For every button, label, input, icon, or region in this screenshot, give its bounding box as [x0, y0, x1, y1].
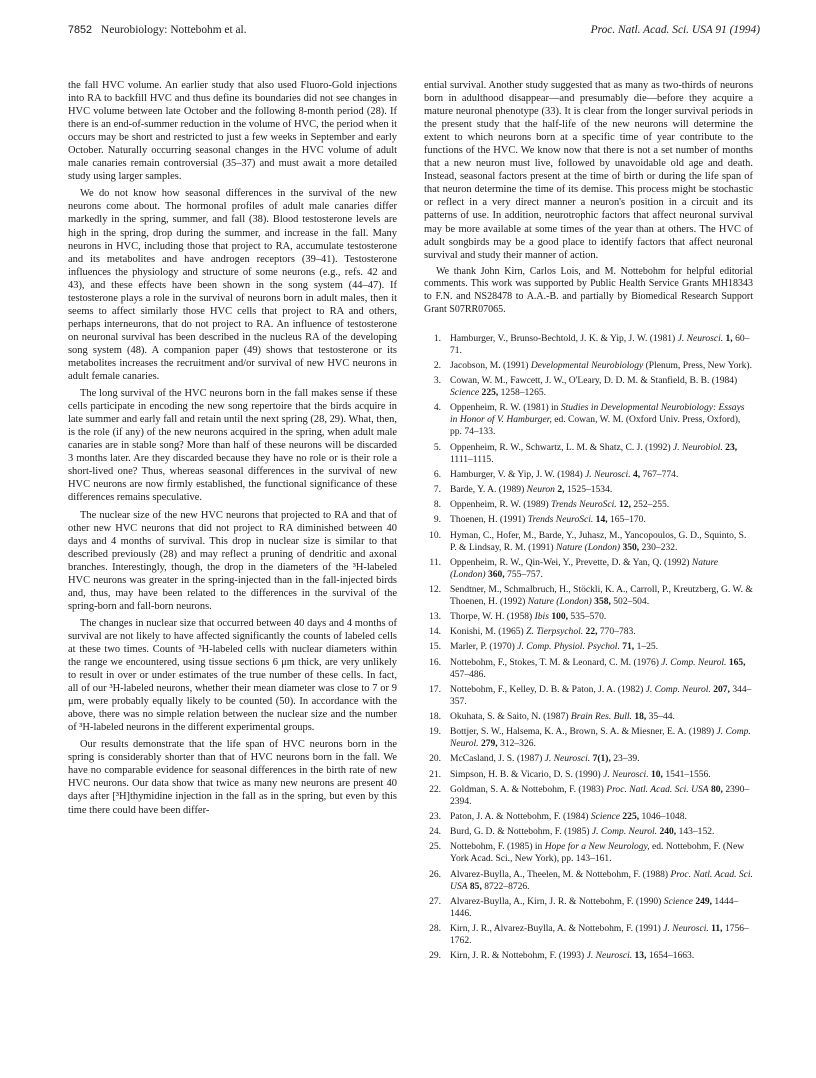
- reference-journal: Brain Res. Bull.: [570, 711, 632, 723]
- reference-number: 18.: [429, 711, 441, 723]
- reference-item: [424, 711, 753, 723]
- reference-item: [424, 626, 753, 638]
- reference-pages: 502–504.: [613, 595, 650, 607]
- reference-journal: J. Comp. Physiol. Psychol.: [517, 641, 620, 653]
- reference-journal: Science: [590, 810, 621, 822]
- reference-journal: Proc. Natl. Acad. Sci. USA: [450, 868, 753, 892]
- reference-pages: 8722–8726.: [484, 880, 530, 892]
- reference-volume: 11,: [711, 922, 723, 934]
- body-paragraph: We do not know how seasonal differences in the survival of the new neurons come about. The hormonal profiles of adult male canaries differ markedly in the spring, summer, and fall (38). Blood testosterone levels are high in the spring, drop during the summer, and increase in the fall. Many neurons in HVC, including those that project to RA, accumulate testosterone and its metabolites and have androgen receptors (39–41). Testosterone influences the physiology and structure of some neurons (e.g., refs. 42 and 43), and these effects have been shown in the song system (44–47). If testosterone plays a role in the survival of neurons born in adult males, then it seems to affect similarly those HVC cells that project to RA and others, perhaps interneurons, that do not project to RA. An influence of testosterone on neuronal survival has been described in the nucleus RA of the developing song system (48). A companion paper (49) shows that testosterone or its metabolites increases the recruitment and/or survival of new HVC neurons in adult female canaries.: [68, 188, 397, 383]
- reference-journal: Trends NeuroSci.: [527, 514, 594, 526]
- reference-journal: Z. Tierpsychol.: [526, 626, 584, 638]
- reference-authors: Nottebohm, F., Stokes, T. M. & Leonard, C. M. (1976): [450, 656, 659, 668]
- reference-pages: 535–570.: [570, 611, 607, 623]
- reference-pages: 755–757.: [507, 568, 543, 580]
- reference-volume: 2,: [557, 483, 565, 495]
- reference-number: 21.: [429, 768, 441, 780]
- reference-journal: J. Comp. Neurol.: [645, 683, 711, 695]
- reference-pages: 457–486.: [450, 668, 486, 680]
- reference-number: 2.: [433, 360, 441, 372]
- reference-number: 5.: [433, 441, 441, 453]
- reference-volume: 10,: [650, 768, 663, 780]
- running-header: [68, 24, 760, 42]
- reference-item: [424, 826, 753, 838]
- reference-journal: J. Neurosci.: [663, 922, 709, 934]
- reference-journal: Proc. Natl. Acad. Sci. USA: [606, 783, 709, 795]
- reference-journal: J. Neurosci.: [586, 950, 633, 962]
- reference-pages: 1756–1762.: [450, 922, 749, 946]
- header-left: [68, 24, 247, 36]
- reference-authors: Burd, G. D. & Nottebohm, F. (1985): [450, 826, 590, 838]
- reference-number: 14.: [429, 626, 441, 638]
- reference-item: [424, 923, 753, 947]
- reference-volume: 12,: [619, 499, 631, 511]
- reference-authors: Oppenheim, R. W. (1989): [450, 499, 549, 511]
- reference-authors: Paton, J. A. & Nottebohm, F. (1984): [450, 810, 589, 822]
- reference-volume: 249,: [695, 895, 713, 907]
- reference-journal: J. Neurosci.: [677, 332, 724, 344]
- reference-volume: 85,: [469, 880, 482, 892]
- reference-number: 3.: [433, 375, 441, 387]
- reference-authors: Jacobson, M. (1991): [450, 360, 529, 372]
- reference-item: [424, 657, 753, 681]
- reference-journal: Hope for a New Neurology,: [544, 841, 650, 853]
- reference-pages: 1–25.: [636, 641, 659, 653]
- reference-item: [424, 530, 753, 554]
- reference-pages: 767–774.: [642, 468, 679, 480]
- reference-volume: 13,: [634, 950, 647, 962]
- reference-volume: 225,: [481, 387, 499, 399]
- reference-journal: J. Neurosci.: [585, 468, 631, 480]
- reference-journal: J. Comp. Neurol.: [661, 656, 727, 668]
- reference-journal: Nature (London): [450, 556, 719, 580]
- reference-pages: 1541–1556.: [665, 768, 711, 780]
- page-number: 7852: [68, 24, 93, 36]
- reference-journal: Science: [450, 387, 480, 399]
- reference-number: 6.: [433, 468, 441, 480]
- reference-volume: 1,: [725, 332, 733, 344]
- reference-pages: ed. Nottebohm, F. (New York Acad. Sci., New York), pp. 143–161.: [450, 841, 745, 865]
- reference-journal: Science: [663, 895, 693, 907]
- right-column: [424, 79, 753, 965]
- reference-pages: 230–232.: [641, 541, 678, 553]
- reference-item: [424, 514, 753, 526]
- header-journal: Proc. Natl. Acad. Sci. USA 91 (1994): [590, 24, 760, 36]
- reference-volume: 7(1),: [592, 753, 611, 765]
- reference-journal: J. Comp. Neurol.: [591, 826, 658, 838]
- reference-pages: 1525–1534.: [566, 483, 613, 495]
- reference-number: 22.: [429, 783, 441, 795]
- reference-authors: Kirn, J. R., Alvarez-Buylla, A. & Nottebohm, F. (1991): [450, 922, 661, 934]
- left-column: [68, 79, 397, 817]
- reference-pages: 2390–2394.: [450, 783, 750, 807]
- reference-volume: 350,: [622, 541, 640, 553]
- reference-item: [424, 769, 753, 781]
- reference-number: 9.: [433, 514, 441, 526]
- reference-volume: 4,: [632, 468, 641, 480]
- reference-journal: Studies in Developmental Neurobiology: Essays in Honor of V. Hamburger,: [450, 402, 745, 426]
- reference-authors: Okuhata, S. & Saito, N. (1987): [450, 711, 569, 723]
- reference-journal: Nature (London): [527, 595, 592, 607]
- reference-volume: 358,: [594, 595, 611, 607]
- reference-item: [424, 684, 753, 708]
- reference-number: 13.: [429, 611, 441, 623]
- reference-item: [424, 811, 753, 823]
- body-paragraph: The changes in nuclear size that occurred between 40 days and 4 months of survival are not likely to have affected significantly the counts of labeled cells at these two times. Counts of ³H-labeled cells with nuclear diameters within the range we encountered, using tissue sections 6 μm thick, are very unlikely to result in over or under estimates of the true number of these cells. In fact, all of our ³H-labeled neurons, whether their mean diameter was close to 7 or 9 μm, were probably equally likely to be counted (50). In accordance with the above, there was no simple relation between the nuclear size and the number of ³H-labeled neurons in the different experimental groups.: [68, 617, 397, 734]
- reference-item: [424, 869, 753, 893]
- reference-volume: 80,: [710, 783, 723, 795]
- reference-number: 15.: [429, 641, 441, 653]
- reference-pages: 35–44.: [648, 711, 675, 723]
- reference-number: 1.: [433, 332, 441, 344]
- reference-item: [424, 950, 753, 962]
- reference-journal: J. Neurobiol.: [673, 441, 723, 453]
- reference-item: [424, 499, 753, 511]
- reference-authors: McCasland, J. S. (1987): [450, 753, 543, 765]
- reference-volume: 22,: [585, 626, 598, 638]
- reference-volume: 71,: [622, 641, 635, 653]
- reference-pages: (Plenum, Press, New York).: [645, 360, 752, 372]
- reference-pages: 1654–1663.: [648, 950, 695, 962]
- reference-pages: 1258–1265.: [500, 387, 547, 399]
- reference-pages: 1111–1115.: [450, 453, 494, 465]
- reference-pages: 60–71.: [450, 332, 750, 356]
- reference-authors: Barde, Y. A. (1989): [450, 483, 525, 495]
- reference-authors: Bottjer, S. W., Halsema, K. A., Brown, S. A. & Miesner, E. A. (1989): [450, 726, 715, 738]
- reference-authors: Nottebohm, F. (1985) in: [450, 841, 543, 853]
- reference-authors: Thorpe, W. H. (1958): [450, 611, 533, 623]
- reference-item: [424, 375, 753, 399]
- reference-authors: Hamburger, V. & Yip, J. W. (1984): [450, 468, 583, 480]
- reference-number: 24.: [429, 826, 441, 838]
- reference-authors: Cowan, W. M., Fawcett, J. W., O'Leary, D. D. M. & Stanfield, B. B. (1984): [450, 375, 738, 387]
- reference-number: 28.: [429, 922, 441, 934]
- reference-authors: Goldman, S. A. & Nottebohm, F. (1983): [450, 783, 604, 795]
- reference-authors: Marler, P. (1970): [450, 641, 515, 653]
- reference-pages: 1444–1446.: [450, 895, 739, 919]
- reference-journal: J. Neurosci.: [603, 768, 649, 780]
- reference-pages: 252–255.: [633, 499, 670, 511]
- reference-volume: 165,: [728, 656, 746, 668]
- reference-authors: Simpson, H. B. & Vicario, D. S. (1990): [450, 768, 601, 780]
- reference-number: 10.: [429, 529, 441, 541]
- reference-authors: Oppenheim, R. W., Schwartz, L. M. & Shatz, C. J. (1992): [450, 441, 671, 453]
- reference-item: [424, 360, 753, 372]
- reference-number: 27.: [429, 895, 441, 907]
- reference-number: 26.: [429, 868, 441, 880]
- reference-authors: Hamburger, V., Brunso-Bechtold, J. K. & Yip, J. W. (1981): [450, 332, 676, 344]
- reference-item: [424, 641, 753, 653]
- reference-volume: 240,: [659, 826, 677, 838]
- body-paragraph: ential survival. Another study suggested that as many as two-thirds of neurons born in adulthood disappear—and presumably die—before they acquire a mature neuronal phenotype (33). It is clear from the longer survival periods in the present study that the half-life of the new neurons will determine the extent to which neurons born at a specific time of year contribute to the functions of the HVC. We know now that there is not a set number of months that a new neuron must live, followed by unavoidable old age and death. Instead, seasonal factors present at the time of birth or during the life span of that neuron determine the time of its demise. This process might be stochastic or reflect in a very direct manner a neuron's position in a circuit and its patterns of use. In addition, neurotrophic factors that affect neuronal survival may be more available at some times of the year than at others. The HVC of adult songbirds may be a good place to identify factors that affect neuronal survival and study their manner of action.: [424, 80, 753, 261]
- reference-number: 7.: [433, 483, 441, 495]
- body-paragraph: the fall HVC volume. An earlier study that also used Fluoro-Gold injections into RA to backfill HVC and thus define its boundaries did not see changes in HVC volume between late October and the following 8-month period (28). If there is an end-of-summer reduction in the volume of HVC, the period when it occurs may be short and restricted to just a few weeks in September and early October. Naturally occurring seasonal changes in the HVC volume of adult male canaries remain controversial (35–37) and must await a more detailed study using larger samples.: [68, 80, 397, 183]
- reference-authors: Konishi, M. (1965): [450, 626, 524, 638]
- reference-number: 29.: [429, 950, 441, 962]
- reference-number: 20.: [429, 753, 441, 765]
- reference-volume: 23,: [725, 441, 738, 453]
- reference-number: 8.: [433, 499, 441, 511]
- reference-volume: 360,: [487, 568, 505, 580]
- reference-item: [424, 333, 753, 357]
- reference-number: 4.: [433, 402, 441, 414]
- reference-item: [424, 557, 753, 581]
- reference-number: 23.: [429, 810, 441, 822]
- reference-number: 11.: [429, 556, 441, 568]
- reference-pages: 143–152.: [678, 826, 715, 838]
- reference-item: [424, 841, 753, 865]
- reference-authors: Hyman, C., Hofer, M., Barde, Y., Juhasz, M., Yancopoulos, G. D., Squinto, S. P. & Lindsay, R. M. (1991): [450, 529, 747, 553]
- reference-volume: 225,: [622, 810, 640, 822]
- reference-journal: J. Neurosci.: [544, 753, 591, 765]
- reference-authors: Nottebohm, F., Kelley, D. B. & Paton, J. A. (1982): [450, 683, 644, 695]
- reference-volume: 18,: [634, 711, 647, 723]
- reference-pages: 165–170.: [610, 514, 646, 526]
- reference-item: [424, 726, 753, 750]
- reference-authors: Thoenen, H. (1991): [450, 514, 526, 526]
- header-section-author: Neurobiology: Nottebohm et al.: [101, 24, 247, 36]
- reference-item: [424, 442, 753, 466]
- reference-authors: Oppenheim, R. W., Qin-Wei, Y., Prevette, D. & Yan, Q. (1992): [450, 556, 690, 568]
- reference-pages: 344–357.: [450, 683, 752, 707]
- reference-authors: Alvarez-Buylla, A., Kirn, J. R. & Nottebohm, F. (1990): [450, 895, 662, 907]
- reference-item: [424, 753, 753, 765]
- reference-number: 17.: [429, 683, 441, 695]
- reference-volume: 279,: [480, 738, 498, 750]
- reference-item: [424, 584, 753, 608]
- reference-item: [424, 784, 753, 808]
- reference-journal: Ibis: [534, 611, 549, 623]
- reference-number: 16.: [429, 656, 441, 668]
- reference-item: [424, 611, 753, 623]
- reference-pages: ed. Cowan, W. M. (Oxford Univ. Press, Oxford), pp. 74–133.: [450, 414, 741, 438]
- reference-journal: Trends NeuroSci.: [551, 499, 617, 511]
- reference-item: [424, 484, 753, 496]
- reference-volume: 100,: [551, 611, 569, 623]
- reference-pages: 1046–1048.: [641, 810, 687, 822]
- reference-item: [424, 469, 753, 481]
- reference-authors: Alvarez-Buylla, A., Theelen, M. & Nottebohm, F. (1988): [450, 868, 669, 880]
- reference-journal: Neuron: [526, 483, 555, 495]
- reference-volume: 14,: [595, 514, 608, 526]
- reference-pages: 312–326.: [500, 738, 536, 750]
- reference-list: [424, 333, 753, 962]
- reference-volume: 207,: [713, 683, 730, 695]
- body-paragraph: The nuclear size of the new HVC neurons that projected to RA and that of other new HVC neurons that did not project to RA diminished between 40 days and 4 months of survival. This drop in nuclear size is similar to that described previously (28) and may reflect a pruning of dendritic and axonal branches. Interestingly, though, the drop in the diameters of the ³H-labeled HVC neurons was greater in the spring-injected than in the fall-injected birds and, thus, may have been related to the differences in the survival of the spring-born and fall-born neurons.: [68, 509, 397, 612]
- reference-item: [424, 896, 753, 920]
- reference-number: 25.: [429, 841, 441, 853]
- acknowledgment: We thank John Kirn, Carlos Lois, and M. Nottebohm for helpful editorial comments. This work was supported by Public Health Service Grants MH18343 to F.N. and NS28478 to A.A.-B. and partially by Biomedical Research Support Grant S07RR07065.: [424, 265, 753, 316]
- body-paragraph: Our results demonstrate that the life span of HVC neurons born in the spring is considerably shorter than that of HVC neurons born in the fall. We have no comparable evidence for seasonal differences in the birth rate of new HVC neurons. Our data show that twice as many new neurons are present 40 days after [³H]thymidine injection in the fall as in the spring, but even by this time there could have been differ-: [68, 739, 397, 816]
- reference-authors: Kirn, J. R. & Nottebohm, F. (1993): [450, 950, 585, 962]
- reference-number: 19.: [429, 726, 441, 738]
- reference-journal: Nature (London): [556, 541, 621, 553]
- reference-journal: Developmental Neurobiology: [530, 360, 644, 372]
- reference-authors: Sendtner, M., Schmalbruch, H., Stöckli, K. A., Carroll, P., Kreutzberg, G. W. & Thoenen, H. (1992): [450, 583, 753, 607]
- reference-number: 12.: [429, 583, 441, 595]
- reference-pages: 770–783.: [599, 626, 636, 638]
- reference-item: [424, 402, 753, 438]
- body-paragraph: The long survival of the HVC neurons born in the fall makes sense if these cells participate in encoding the new song repertoire that the birds acquire in late summer and early fall and retain until the next spring (28, 29). What, then, is the role (if any) of the new neurons acquired in the spring, when adult male canaries are in stable song? More than half of these neurons will be discarded 3 months later. Are they discarded because they have no role or is their role a short-lived one? Thus, whereas seasonal differences in the survival of new HVC neurons are now firmly established, the functional significance of these differences remains speculative.: [68, 388, 397, 504]
- reference-journal: J. Comp. Neurol.: [450, 726, 751, 750]
- reference-authors: Oppenheim, R. W. (1981) in: [450, 402, 559, 414]
- reference-pages: 23–39.: [613, 753, 640, 765]
